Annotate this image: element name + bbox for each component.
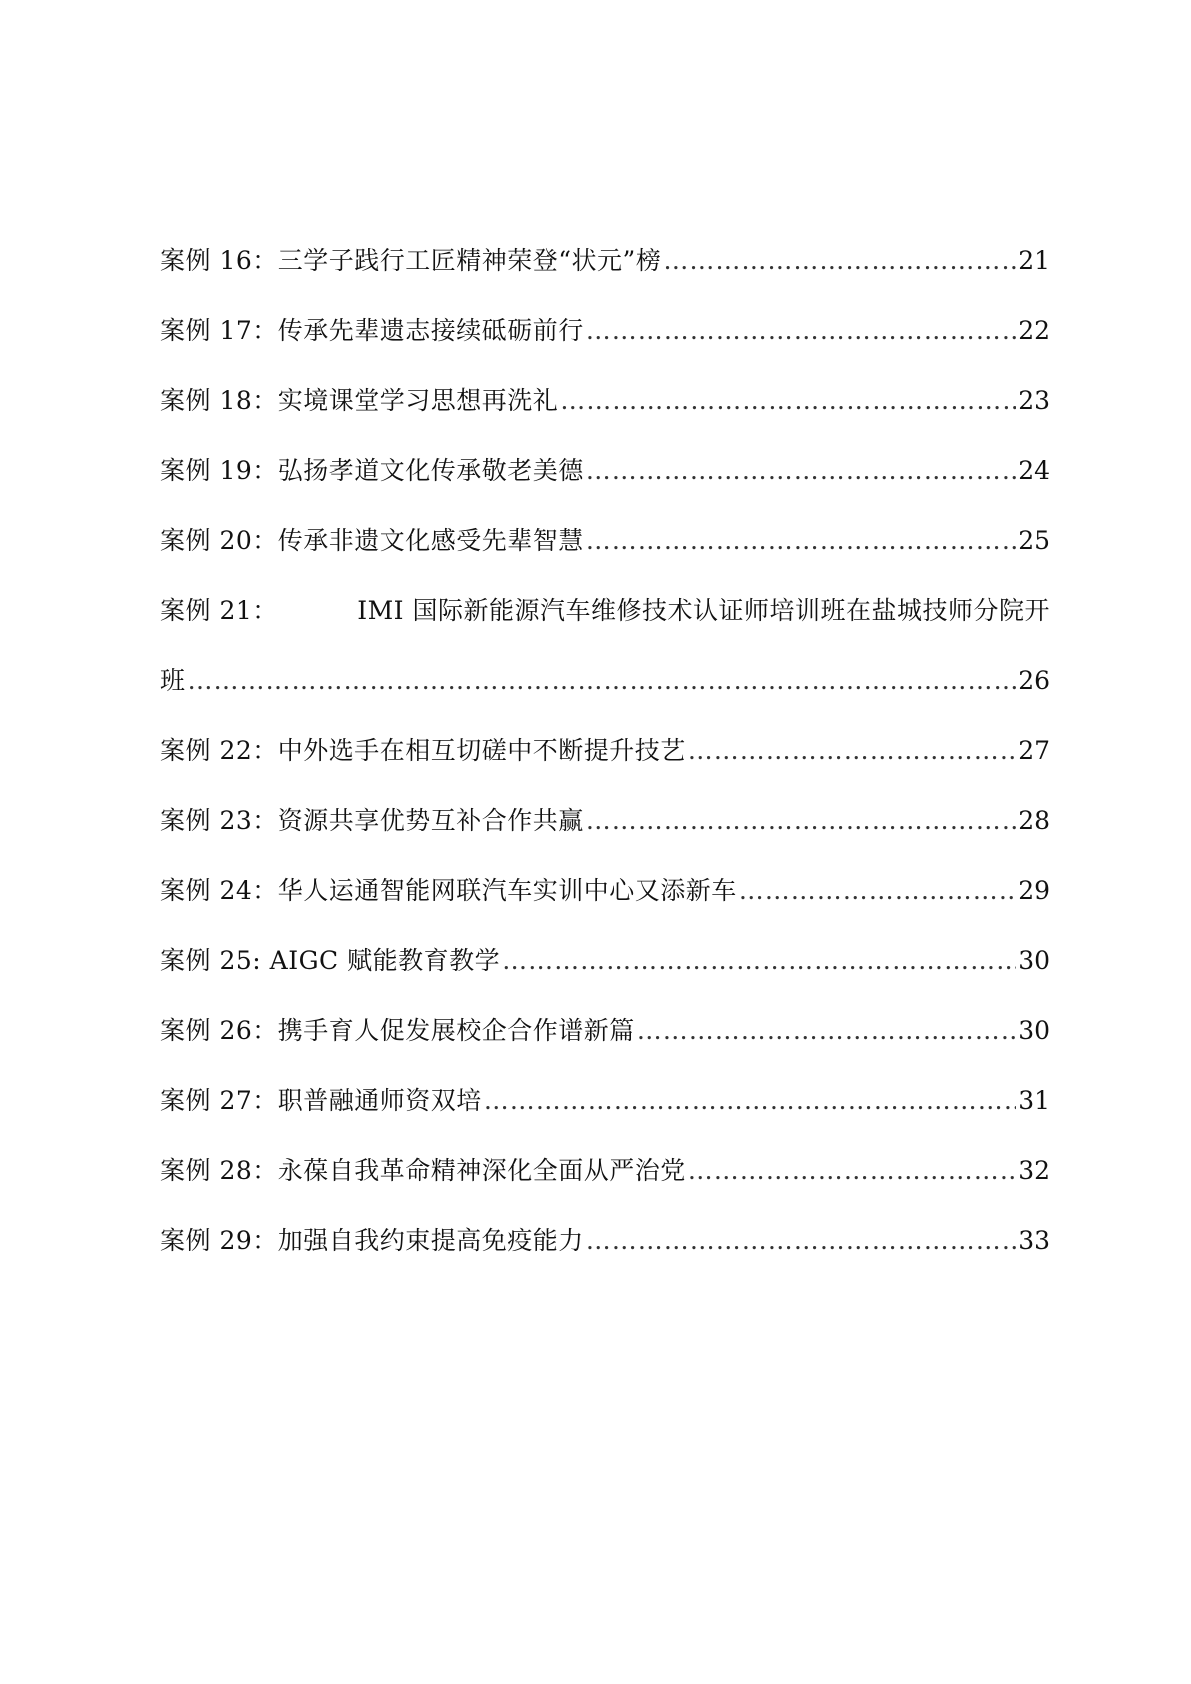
toc-entry-title: 案例 18：实境课堂学习思想再洗礼 [160,386,559,415]
toc-entry-title: 案例 24：华人运通智能网联汽车实训中心又添新车 [160,876,737,905]
toc-entry-title: 案例 16：三学子践行工匠精神荣登“状元”榜 [160,246,662,275]
toc-entry-18[interactable] [160,366,1050,436]
toc-entry-title-continued: 班 [160,666,186,695]
toc-leader-dots [586,296,1016,366]
toc-leader-dots [560,366,1016,436]
toc-leader-dots [586,506,1016,576]
toc-leader-dots [688,1136,1016,1206]
toc-leader-dots [586,436,1016,506]
toc-entry-title: 案例 21： IMI 国际新能源汽车维修技术认证师培训班在盐城技师分院开 [160,596,1050,625]
toc-page-number: 24 [1018,456,1050,485]
toc-entry-20[interactable] [160,506,1050,576]
toc-entry-title: 案例 19：弘扬孝道文化传承敬老美德 [160,456,584,485]
toc-leader-dots [688,716,1016,786]
toc-leader-dots [663,226,1016,296]
toc-entry-title: 案例 23：资源共享优势互补合作共赢 [160,806,584,835]
toc-page-number: 33 [1018,1226,1050,1255]
toc-page-number: 27 [1018,736,1050,765]
toc-entry-title: 案例 22：中外选手在相互切磋中不断提升技艺 [160,736,686,765]
toc-leader-dots [586,1206,1016,1276]
toc-entry-28[interactable] [160,1136,1050,1206]
toc-entry-title: 案例 29：加强自我约束提高免疫能力 [160,1226,584,1255]
toc-entry-21-line2[interactable] [160,646,1050,716]
toc-leader-dots [739,856,1016,926]
toc-entry-22[interactable] [160,716,1050,786]
toc-page-number: 25 [1018,526,1050,555]
toc-entry-29[interactable] [160,1206,1050,1276]
toc-leader-dots [637,996,1016,1066]
toc-page-number: 23 [1018,386,1050,415]
table-of-contents [160,226,1050,1276]
toc-leader-dots [484,1066,1016,1136]
toc-entry-title: 案例 25: AIGC 赋能教育教学 [160,946,501,975]
toc-page-number: 31 [1018,1086,1050,1115]
toc-entry-title: 案例 28：永葆自我革命精神深化全面从严治党 [160,1156,686,1185]
toc-entry-16[interactable] [160,226,1050,296]
toc-page-number: 30 [1018,946,1050,975]
toc-leader-dots [188,646,1017,716]
toc-entry-title: 案例 26：携手育人促发展校企合作谱新篇 [160,1016,635,1045]
toc-entry-17[interactable] [160,296,1050,366]
toc-page-number: 30 [1018,1016,1050,1045]
toc-entry-26[interactable] [160,996,1050,1066]
toc-page-number: 29 [1018,876,1050,905]
toc-entry-title: 案例 17：传承先辈遗志接续砥砺前行 [160,316,584,345]
toc-page-number: 26 [1018,666,1050,695]
toc-entry-23[interactable] [160,786,1050,856]
toc-page-number: 22 [1018,316,1050,345]
toc-entry-27[interactable] [160,1066,1050,1136]
toc-entry-title: 案例 20：传承非遗文化感受先辈智慧 [160,526,584,555]
toc-page-number: 21 [1018,246,1050,275]
toc-page-number: 32 [1018,1156,1050,1185]
toc-entry-21-line1[interactable] [160,576,1050,646]
toc-leader-dots [502,926,1016,996]
toc-entry-25[interactable] [160,926,1050,996]
toc-entry-title: 案例 27：职普融通师资双培 [160,1086,482,1115]
toc-page-number: 28 [1018,806,1050,835]
toc-leader-dots [586,786,1016,856]
toc-entry-24[interactable] [160,856,1050,926]
toc-entry-19[interactable] [160,436,1050,506]
